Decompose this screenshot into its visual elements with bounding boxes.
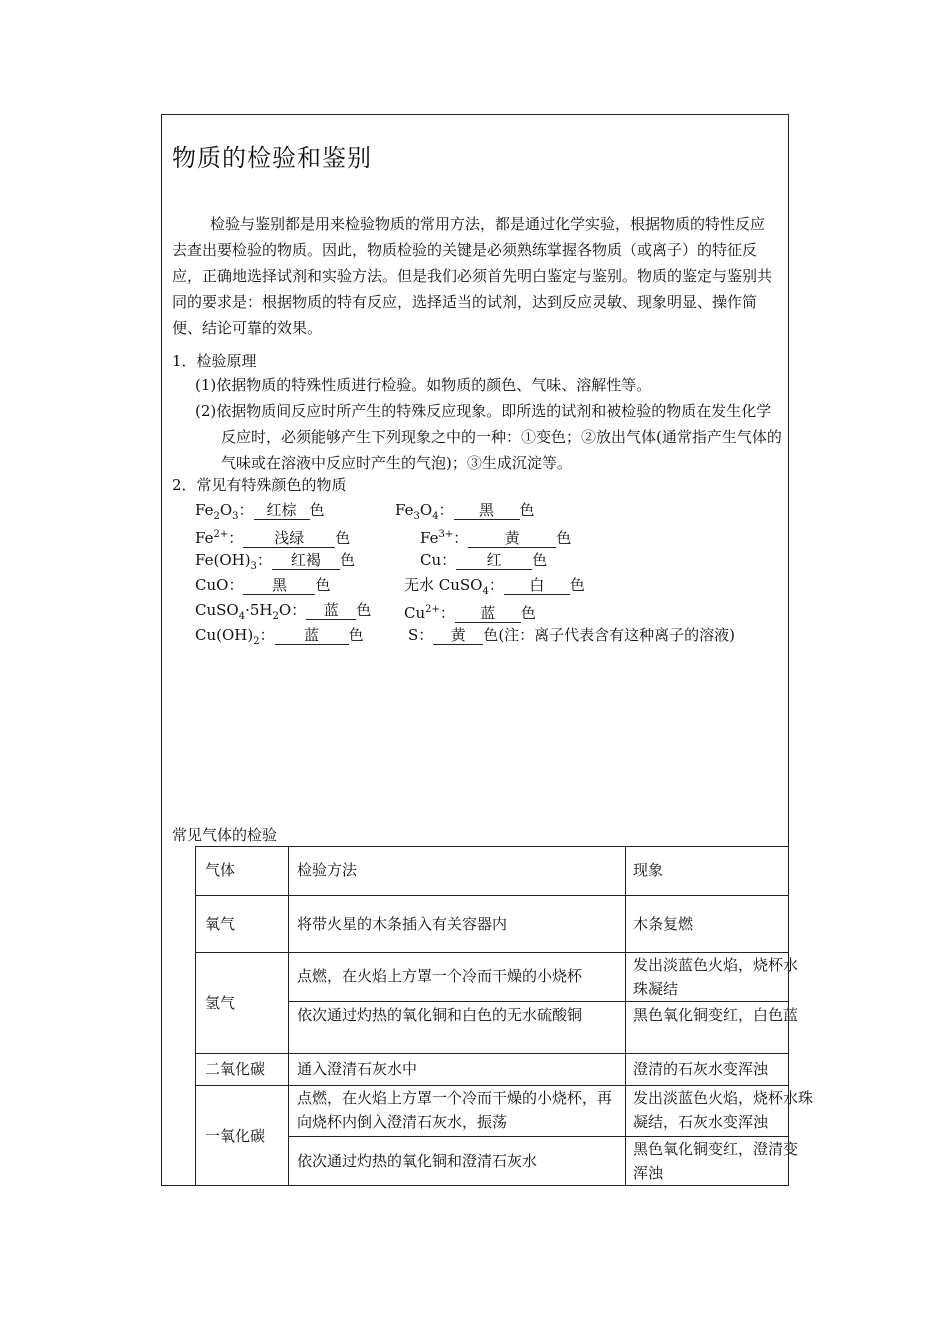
- cu-color-blank: 红: [456, 551, 532, 570]
- table-line: [195, 895, 789, 896]
- feoh3-color-blank: 红褐: [272, 551, 340, 570]
- fe3-color-blank: 黄: [468, 529, 556, 548]
- gas-co-method-2: 依次通过灼热的氧化铜和澄清石灰水: [297, 1152, 538, 1170]
- color-fe2-ion: $Fe^{2+}$： 浅绿 色: [195, 529, 351, 547]
- fe2-color-blank: 浅绿: [243, 529, 335, 548]
- gas-hydrogen-name: 氢气: [205, 994, 236, 1012]
- cuso4h-color-blank: 蓝: [306, 601, 356, 620]
- gas-hydrogen-result-1: 发出淡蓝色火焰，烧杯水珠凝结: [633, 956, 799, 998]
- gas-oxygen-method: 将带火星的木条插入有关容器内: [297, 915, 508, 933]
- color-cuo: CuO： 黑 色: [195, 576, 331, 594]
- color-fe3o4: $Fe_3O_4$： 黑 色: [395, 501, 535, 522]
- ion-note: (注：离子代表含有这种离子的溶液): [498, 626, 736, 644]
- color-anhydrous-cuso4: 无水 CuSO$_4$： 白 色: [404, 576, 585, 597]
- section2-heading: 2．常见有特殊颜色的物质: [172, 476, 347, 494]
- principle-item-2: (2)依据物质间反应时所产生的特殊反应现象。即所选的试剂和被检验的物质在发生化学反应时，必须能够产生下列现象之中的一种：①变色；②放出气体(通常指产生气体的气味或在溶液中反应时产生的气泡)；③生成沉淀等。: [195, 402, 782, 472]
- gas-hydrogen-method-2: 依次通过灼热的氧化铜和白色的无水硫酸铜: [297, 1006, 583, 1024]
- cuso4-color-blank: 白: [504, 576, 570, 595]
- header-method: 检验方法: [297, 861, 358, 879]
- color-fe3-ion: $Fe^{3+}$： 黄 色: [420, 529, 572, 547]
- gas-co-name: 一氧化碳: [205, 1127, 266, 1145]
- table-line: [625, 846, 626, 1186]
- gas-co2-result: 澄清的石灰水变浑浊: [633, 1060, 769, 1078]
- header-gas: 气体: [205, 861, 236, 879]
- table-line: [195, 846, 196, 1186]
- gas-co-result-2: 黑色氧化铜变红，澄清变浑浊: [633, 1140, 799, 1182]
- fe3o4-color-blank: 黑: [454, 501, 520, 520]
- table-line: [195, 846, 789, 847]
- color-sulfur: S： 黄 色(注：离子代表含有这种离子的溶液): [408, 626, 736, 644]
- gas-hydrogen-result-2: 黑色氧化铜变红，白色蓝: [633, 1006, 799, 1024]
- cu2-color-blank: 蓝: [455, 604, 521, 623]
- color-cuso4-5h2o: $CuSO_4\cdot 5H_2O$： 蓝 色: [195, 601, 372, 622]
- header-phenomenon: 现象: [633, 861, 664, 879]
- gas-co2-name: 二氧化碳: [205, 1060, 266, 1078]
- fe2o3-color-blank: 红棕: [254, 501, 310, 520]
- sulfur-color-blank: 黄: [433, 626, 483, 645]
- color-cu2-ion: $Cu^{2+}$： 蓝 色: [404, 604, 536, 622]
- cuoh2-color-blank: 蓝: [275, 626, 349, 645]
- principle-item-1: (1)依据物质的特殊性质进行检验。如物质的颜色、气味、溶解性等。: [195, 376, 652, 394]
- table-line: [288, 846, 289, 1186]
- color-feoh3: $Fe(OH)_3$： 红褐 色: [195, 551, 355, 572]
- table-line: [195, 1053, 789, 1054]
- gas-co-method-1: 点燃，在火焰上方罩一个冷而干燥的小烧杯，再向烧杯内倒入澄清石灰水，振荡: [297, 1089, 613, 1131]
- gas-section-heading: 常见气体的检验: [172, 826, 278, 844]
- table-line: [288, 1001, 789, 1002]
- page-title: 物质的检验和鉴别: [172, 144, 372, 172]
- section1-heading: 1．检验原理: [172, 352, 257, 370]
- gas-hydrogen-method-1: 点燃，在火焰上方罩一个冷而干燥的小烧杯: [297, 967, 583, 985]
- intro-text: 检验与鉴别都是用来检验物质的常用方法，都是通过化学实验，根据物质的特性反应去查出要检验的物质。因此，物质检验的关键是必须熟练掌握各物质（或离子）的特征反应，正确地选择试剂和实验方法。但是我们必须首先明白鉴定与鉴别。物质的鉴定与鉴别共同的要求是：根据物质的特有反应，选择适当的试剂，达到反应灵敏、现象明显、操作简便、结论可靠的效果。: [172, 215, 773, 337]
- gas-oxygen-name: 氧气: [205, 915, 236, 933]
- intro-paragraph: [172, 211, 778, 341]
- color-cuoh2: $Cu(OH)_2$： 蓝 色: [195, 626, 364, 647]
- cuo-color-blank: 黑: [243, 576, 315, 595]
- gas-oxygen-result: 木条复燃: [633, 915, 694, 933]
- color-fe2o3: $Fe_2O_3$： 红棕 色: [195, 501, 325, 522]
- color-cu: Cu： 红 色: [420, 551, 548, 569]
- gas-co-result-1: 发出淡蓝色火焰，烧杯水珠凝结，石灰水变浑浊: [633, 1089, 814, 1131]
- gas-co2-method: 通入澄清石灰水中: [297, 1060, 418, 1078]
